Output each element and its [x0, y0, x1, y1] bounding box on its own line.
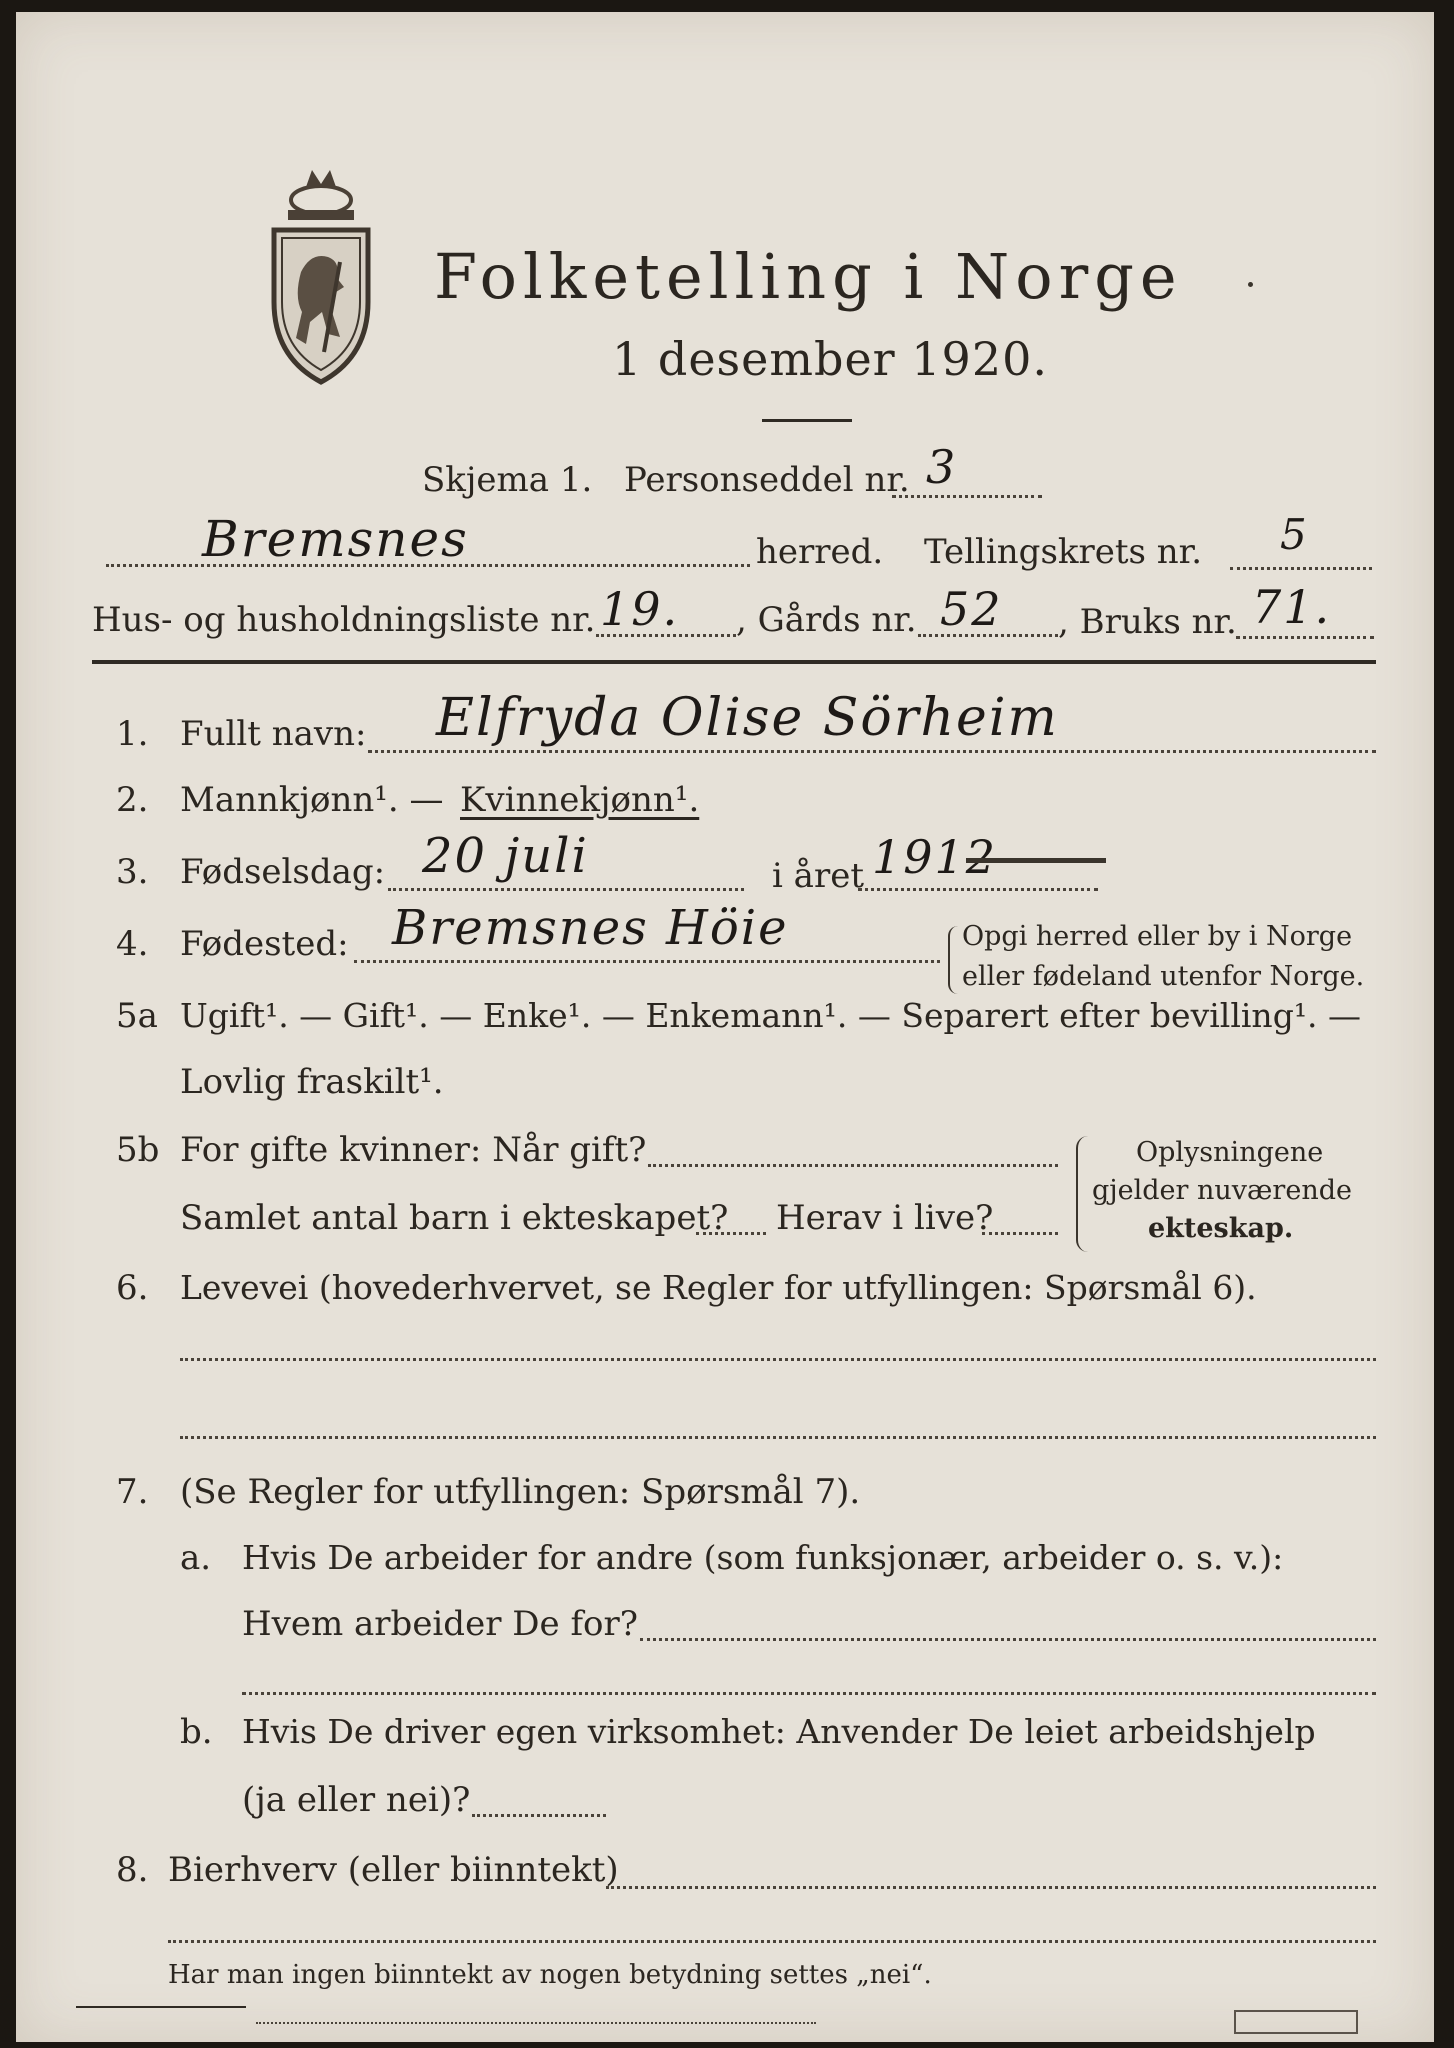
q4-note-line2: eller fødeland utenfor Norge. [962, 961, 1365, 992]
herred-label: herred. [756, 532, 884, 572]
husliste-label: Hus- og husholdningsliste nr. [92, 600, 596, 640]
q5b-note-line1: Oplysningene [1136, 1137, 1324, 1168]
q7a-letter: a. [180, 1538, 212, 1578]
bruks-label: , Bruks nr. [1058, 602, 1237, 642]
q5b-children-label: Samlet antal barn i ekteskapet? [180, 1198, 729, 1238]
q5a-line1: Ugift¹. — Gift¹. — Enke¹. — Enkemann¹. — Separert efter bevilling¹. — [180, 996, 1362, 1035]
tellingskrets-label: Tellingskrets nr. [924, 532, 1203, 572]
q4-number: 4. [116, 924, 149, 964]
q5b-alive-line [982, 1232, 1058, 1235]
tellingskrets-line [1230, 567, 1372, 570]
q7b-line2: (ja eller nei)? [242, 1780, 471, 1820]
header-divider [92, 660, 1376, 664]
q3-number: 3. [116, 852, 149, 892]
q7b-letter: b. [180, 1712, 213, 1752]
census-date: 1 desember 1920. [612, 332, 1048, 386]
form-title: Folketelling i Norge [434, 240, 1183, 313]
footer-rule [76, 2006, 246, 2008]
q8-line [606, 1886, 1376, 1889]
q3-label: Fødselsdag: [180, 852, 386, 892]
q7-label: (Se Regler for utfyllingen: Spørsmål 7). [180, 1472, 861, 1512]
q6-label: Levevei (hovederhvervet, se Regler for utfyllingen: Spørsmål 6). [180, 1268, 1257, 1307]
q5b-number: 5b [116, 1130, 160, 1170]
q3-birthday: 20 juli [422, 828, 589, 884]
q8-number: 8. [116, 1850, 149, 1890]
q1-full-name: Elfryda Olise Sörheim [436, 688, 1059, 748]
q6-line1 [180, 1358, 1376, 1361]
q4-line [354, 960, 940, 963]
personseddel-number: 3 [926, 440, 958, 494]
q4-brace [948, 926, 958, 994]
q4-birthplace: Bremsnes Höie [392, 900, 789, 956]
title-dot [1248, 282, 1253, 287]
personseddel-line [892, 495, 1042, 498]
husliste-number: 19. [600, 582, 680, 636]
title-divider [762, 419, 852, 422]
bruks-line [1236, 636, 1374, 639]
footer-box [1234, 2010, 1358, 2034]
q7a-line2: Hvem arbeider De for? [242, 1604, 638, 1644]
q5b-married-line [648, 1164, 1058, 1167]
q7b-line [472, 1814, 606, 1817]
q5b-brace [1076, 1136, 1088, 1252]
tellingskrets-number: 5 [1280, 510, 1309, 559]
q5a-number: 5a [116, 996, 158, 1036]
q6-number: 6. [116, 1268, 149, 1308]
q6-line2 [180, 1436, 1376, 1439]
gards-number: 52 [940, 582, 1003, 636]
q5b-children-line [696, 1232, 766, 1235]
q7a-line1: Hvis De arbeider for andre (som funksjonær, arbeider o. s. v.): [242, 1538, 1284, 1577]
skjema-label: Skjema 1. [422, 460, 593, 500]
q2-male: Mannkjønn¹. — [180, 780, 444, 820]
census-form-page [16, 12, 1434, 2042]
coat-of-arms-icon [266, 162, 376, 391]
personseddel-label: Personseddel nr. [624, 460, 910, 500]
q3-strike [966, 858, 1106, 863]
gards-label: , Gårds nr. [736, 600, 917, 640]
q4-label: Fødested: [180, 924, 349, 964]
q2-number: 2. [116, 780, 149, 820]
q3-year-label: i året [772, 856, 864, 896]
q3-year-line [858, 888, 1098, 891]
bruks-number: 71. [1252, 580, 1332, 634]
q1-number: 1. [116, 714, 149, 754]
q2-female: Kvinnekjønn¹. [460, 780, 700, 820]
footer-note: Har man ingen biinntekt av nogen betydning settes „nei“. [168, 1960, 932, 1990]
q1-line [368, 750, 1376, 753]
q5b-note-line2: gjelder nuværende [1092, 1175, 1352, 1206]
q7a-extra-line [242, 1692, 1376, 1695]
q7b-line1: Hvis De driver egen virksomhet: Anvender De leiet arbeidshjelp [242, 1712, 1316, 1751]
q5b-line1: For gifte kvinner: Når gift? [180, 1130, 647, 1170]
q3-birth-year: 1912 [872, 830, 998, 884]
q3-day-line [388, 888, 744, 891]
q5a-line2: Lovlig fraskilt¹. [180, 1062, 444, 1102]
herred-name: Bremsnes [202, 510, 469, 568]
q8-extra-line [168, 1940, 1376, 1943]
q5b-note-line3: ekteskap. [1148, 1213, 1294, 1244]
q5b-alive-label: Herav i live? [776, 1198, 994, 1238]
q4-note-line1: Opgi herred eller by i Norge [962, 921, 1353, 952]
q8-label: Bierhverv (eller biinntekt) [168, 1850, 619, 1890]
footer-fragment-line [256, 2022, 816, 2024]
q1-label: Fullt navn: [180, 714, 367, 754]
q7-number: 7. [116, 1472, 149, 1512]
q7a-line [640, 1638, 1376, 1641]
